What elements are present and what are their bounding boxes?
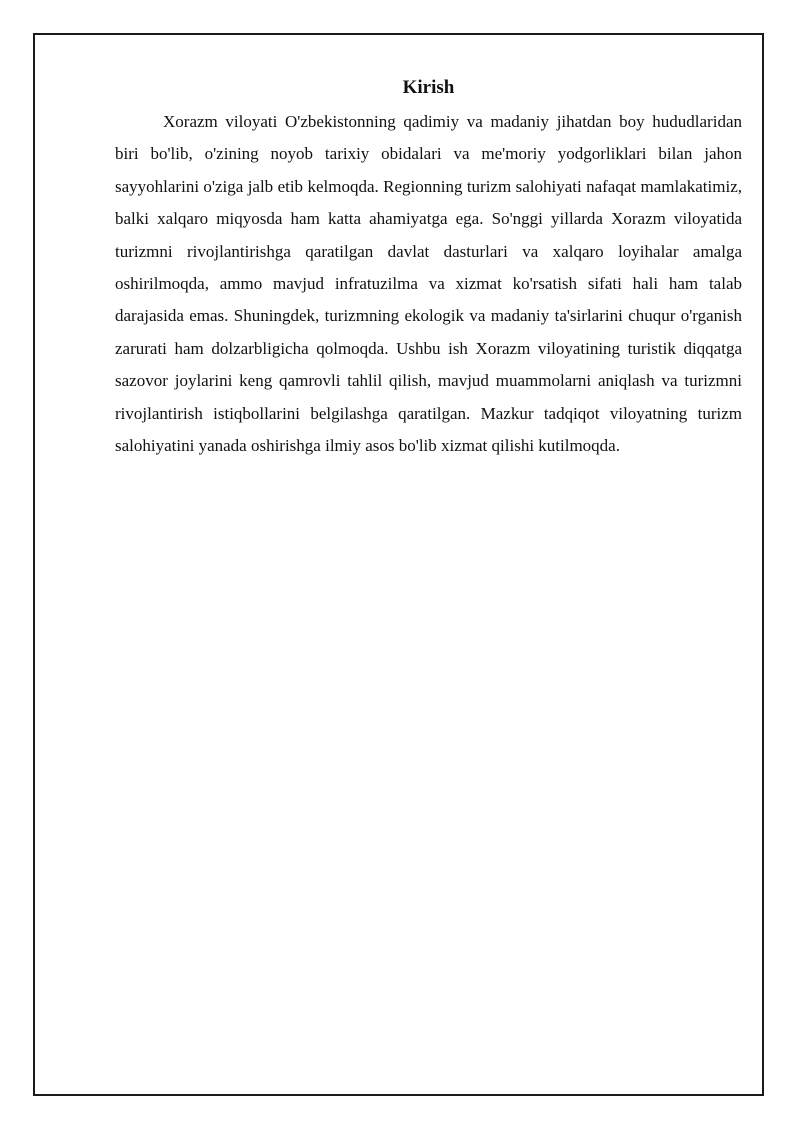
section-title: Kirish xyxy=(402,77,455,98)
body-paragraph: Xorazm viloyati O'zbekistonning qadimiy va madaniy jihatdan boy hududlaridan biri bo'lib, o'zining noyob tarixiy obidalari va me'moriy yodgorliklari bilan jahon sayyohlarini o'ziga jalb etib kelmoqda. Regionning turizm salohiyati nafaqat mamlakatimiz, balki xalqaro miqyosda ham katta ahamiyatga ega. So'nggi yillarda Xorazm viloyatida turizmni rivojlantirishga qaratilgan davlat dasturlari va xalqaro loyihalar amalga oshirilmoqda, ammo mavjud infratuzilma va xizmat ko'rsatish sifati hali ham talab darajasida emas. Shuningdek, turizmning ekologik va madaniy ta'sirlarini chuqur o'rganish zarurati ham dolzarbligicha qolmoqda. Ushbu ish Xorazm viloyatining turistik diqqatga sazovor joylarini keng qamrovli tahlil qilish, mavjud muammolarni aniqlash va turizmni rivojlantirish istiqbollarini belgilashga qaratilgan. Mazkur tadqiqot viloyatning turizm salohiyatini yanada oshirishga ilmiy asos bo'lib xizmat qilishi kutilmoqda. xyxy=(115,112,742,456)
document-content xyxy=(115,74,742,462)
